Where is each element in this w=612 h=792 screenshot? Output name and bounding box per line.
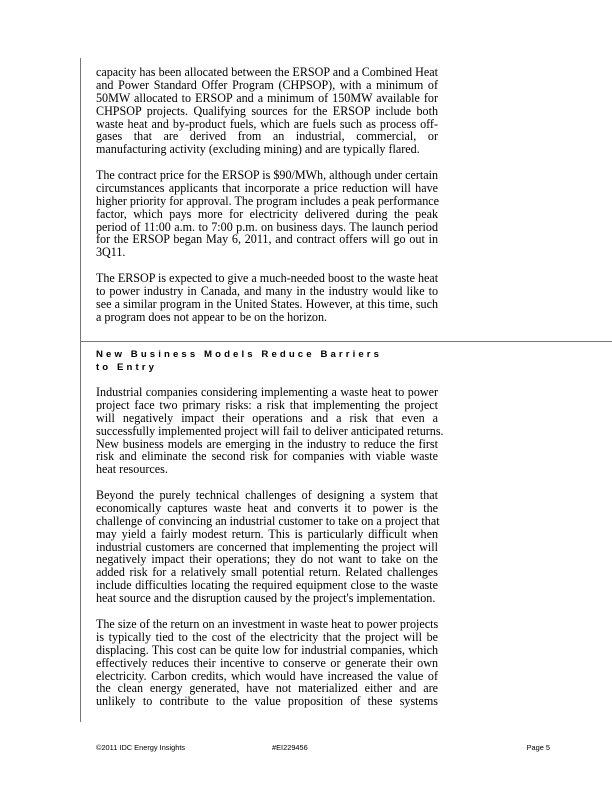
heading-line-1: New Business Models Reduce Barriers — [96, 349, 383, 360]
paragraph-technical-challenges — [96, 489, 438, 605]
text-line: include difficulties locating the required equipment close to the waste — [96, 578, 438, 593]
text-line: period of 11:00 a.m. to 7:00 p.m. on business days. The launch period — [96, 219, 438, 234]
section-heading — [96, 348, 382, 374]
margin-rule — [80, 58, 81, 722]
footer-copyright: ©2011 IDC Energy Insights — [96, 743, 186, 752]
text-line: capacity has been allocated between the ERSOP and a Combined Heat — [96, 65, 438, 79]
text-line: The size of the return on an investment in waste heat to power projects — [96, 617, 439, 631]
text-line: added risk for a relatively small potential return. Related challenges — [96, 565, 438, 580]
text-line: electricity. Carbon credits, which would have increased the value of — [96, 668, 438, 683]
text-line: industrial customers are concerned that implementing the project will — [96, 539, 438, 554]
text-line: heat resources. — [96, 462, 168, 477]
text-line: factor, which pays more for electricity delivered during the peak — [96, 206, 438, 221]
text-line: economically captures waste heat and converts it to power is the — [96, 500, 438, 515]
text-line: manufacturing activity (excluding mining) and are typically flared. — [96, 142, 420, 157]
section-divider — [80, 341, 612, 342]
text-line: risk and eliminate the second risk for companies with viable waste — [96, 449, 438, 464]
text-line: circumstances applicants that incorporate a price reduction will have — [96, 180, 438, 195]
paragraph-capacity — [96, 66, 438, 156]
heading-line-2: to Entry — [96, 362, 158, 373]
text-line: gases that are derived from an industrial, commercial, or — [96, 129, 438, 144]
text-line: unlikely to contribute to the value proposition of these systems — [96, 694, 438, 709]
text-line: higher priority for approval. The program includes a peak performance — [96, 193, 439, 208]
footer-doc-id: #EI229456 — [272, 743, 308, 752]
text-line: will negatively impact their operations and a risk that even a — [96, 410, 438, 425]
text-line: The contract price for the ERSOP is $90/MWh, although under certain — [96, 168, 438, 182]
text-line: Beyond the purely technical challenges of designing a system that — [96, 488, 438, 502]
text-line: the clean energy generated, have not materialized either and are — [96, 681, 438, 696]
paragraph-primary-risks — [96, 385, 444, 477]
text-line: is typically tied to the cost of the electricity that the project will be — [96, 629, 438, 644]
text-line: see a similar program in the United States. However, at this time, such — [96, 296, 438, 311]
text-line: a program does not appear to be on the horizon. — [96, 309, 328, 324]
text-line: for the ERSOP began May 6, 2011, and contract offers will go out in — [96, 232, 438, 247]
paragraph-contract-price — [96, 169, 438, 259]
text-line: The ERSOP is expected to give a much-needed boost to the waste heat — [96, 271, 439, 285]
text-line: heat source and the disruption caused by the project's implementation. — [96, 591, 436, 606]
text-line: Industrial companies considering implementing a waste heat to power — [96, 385, 438, 399]
text-line: successfully implemented project will fail to deliver anticipated returns. — [96, 423, 444, 438]
text-line: negatively impact their operations; they do not want to take on the — [96, 552, 438, 567]
text-line: 3Q11. — [96, 245, 126, 260]
text-line: CHPSOP projects. Qualifying sources for the ERSOP include both — [96, 103, 438, 118]
paragraph-return-size — [96, 618, 438, 708]
text-line: New business models are emerging in the industry to reduce the first — [96, 436, 438, 451]
text-line: 50MW allocated to ERSOP and a minimum of 150MW available for — [96, 90, 438, 105]
footer-page-number: Page 5 — [526, 743, 550, 752]
paragraph-ersop-boost — [96, 272, 438, 324]
text-line: displacing. This cost can be quite low for industrial companies, which — [96, 642, 438, 657]
text-line: effectively reduces their incentive to conserve or generate their own — [96, 655, 438, 670]
text-line: may yield a fairly modest return. This is particularly difficult when — [96, 526, 438, 541]
text-line: and Power Standard Offer Program (CHPSOP), with a minimum of — [96, 77, 438, 92]
text-line: project face two primary risks: a risk that implementing the project — [96, 397, 438, 412]
text-line: to power industry in Canada, and many in the industry would like to — [96, 283, 438, 298]
text-line: challenge of convincing an industrial customer to take on a project that — [96, 513, 440, 528]
text-line: waste heat and by-product fuels, which are fuels such as process off- — [96, 116, 438, 131]
